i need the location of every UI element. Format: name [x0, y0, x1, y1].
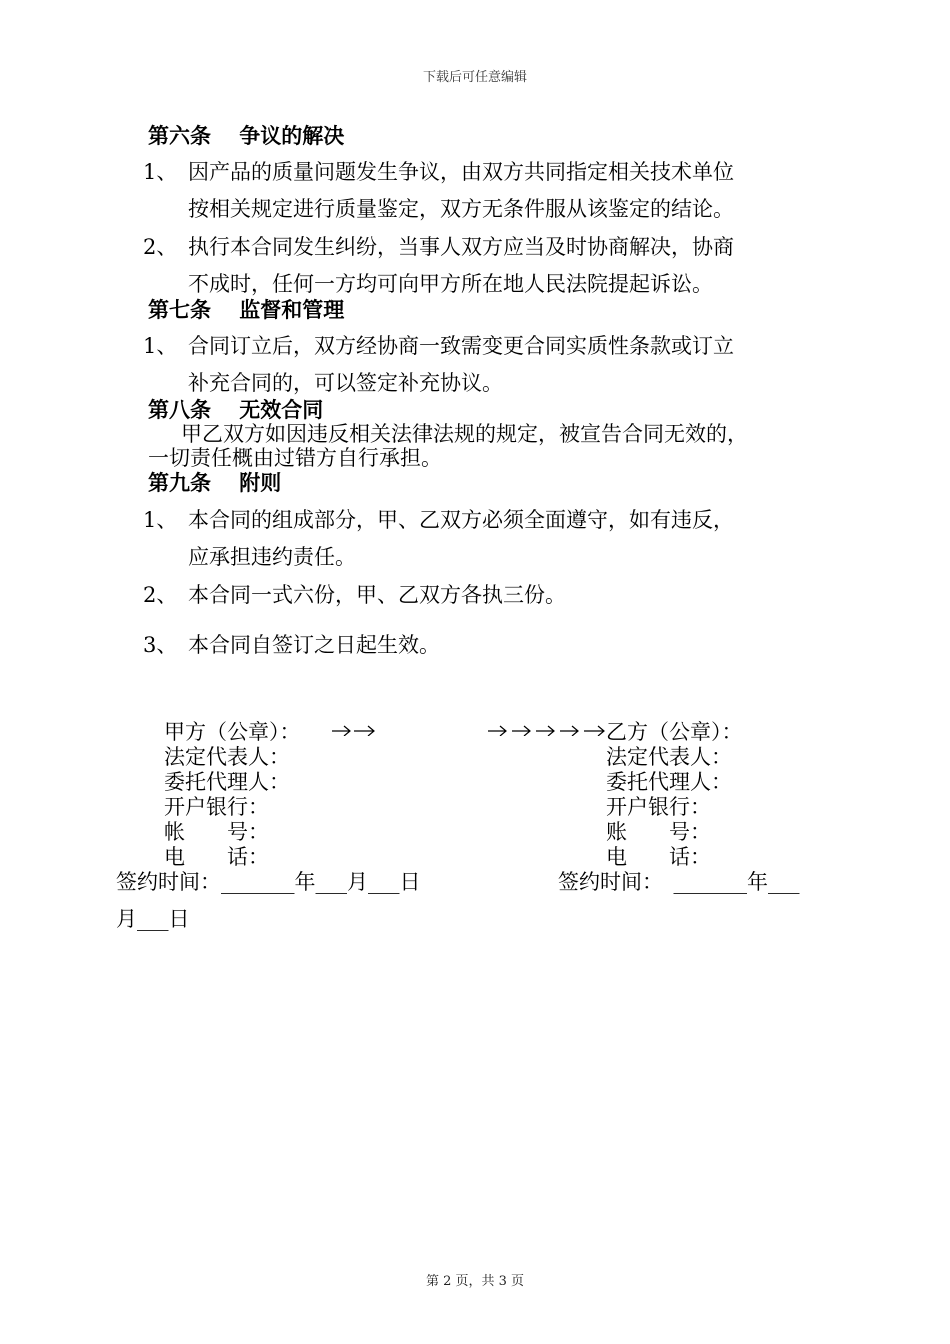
- item-line: 不成时，任何一方均可向甲方所在地人民法院提起诉讼。: [188, 272, 713, 296]
- party-b-sign-date-cont: 月___日: [116, 907, 190, 931]
- section-9-title: 第九条 附则: [148, 470, 282, 495]
- paragraph-line: 甲乙双方如因违反相关法律法规的规定，被宣告合同无效的，: [181, 422, 748, 446]
- party-a-phone-label: 电 话：: [164, 845, 269, 869]
- item-line: 本合同自签订之日起生效。: [188, 633, 440, 657]
- item-line: 补充合同的，可以签定补充协议。: [188, 371, 503, 395]
- item-line: 按相关规定进行质量鉴定，双方无条件服从该鉴定的结论。: [188, 197, 734, 221]
- party-b-sign-date: 签约时间： _______年___: [558, 870, 800, 894]
- page-header: 下载后可任意编辑: [422, 70, 527, 85]
- item-line: 执行本合同发生纠纷，当事人双方应当及时协商解决，协商: [188, 235, 734, 259]
- section-6-title: 第六条 争议的解决: [148, 123, 345, 148]
- party-a-rep-label: 法定代表人：: [164, 745, 290, 769]
- item-number: 3、: [143, 633, 178, 657]
- tab-arrows-icon: [330, 722, 378, 736]
- item-number: 2、: [143, 235, 178, 259]
- party-b-bank-label: 开户银行：: [606, 795, 711, 819]
- item-number: 1、: [143, 508, 178, 532]
- party-a-sign-date: 签约时间：_______年___月___日: [116, 870, 421, 894]
- item-line: 应承担违约责任。: [188, 545, 356, 569]
- tab-arrows-icon: [486, 722, 606, 736]
- party-b-rep-label: 法定代表人：: [606, 745, 732, 769]
- party-b-agent-label: 委托代理人：: [606, 770, 732, 794]
- paragraph-line: 一切责任概由过错方自行承担。: [148, 446, 442, 470]
- item-line: 本合同的组成部分，甲、乙双方必须全面遵守，如有违反，: [188, 508, 734, 532]
- party-a-account-label: 帐 号：: [164, 820, 269, 844]
- item-number: 1、: [143, 160, 178, 184]
- section-7-title: 第七条 监督和管理: [148, 297, 345, 322]
- party-a-bank-label: 开户银行：: [164, 795, 269, 819]
- party-b-phone-label: 电 话：: [606, 845, 711, 869]
- party-a-seal-label: 甲方（公章）：: [164, 720, 301, 744]
- item-number: 1、: [143, 334, 178, 358]
- item-number: 2、: [143, 583, 178, 607]
- section-8-title: 第八条 无效合同: [148, 397, 324, 422]
- item-line: 因产品的质量问题发生争议，由双方共同指定相关技术单位: [188, 160, 734, 184]
- page-footer: 第 2 页，共 3 页: [425, 1274, 525, 1289]
- party-a-agent-label: 委托代理人：: [164, 770, 290, 794]
- party-b-seal-label: 乙方（公章）：: [606, 720, 743, 744]
- party-b-account-label: 账 号：: [606, 820, 711, 844]
- item-line: 本合同一式六份，甲、乙双方各执三份。: [188, 583, 566, 607]
- item-line: 合同订立后，双方经协商一致需变更合同实质性条款或订立: [188, 334, 734, 358]
